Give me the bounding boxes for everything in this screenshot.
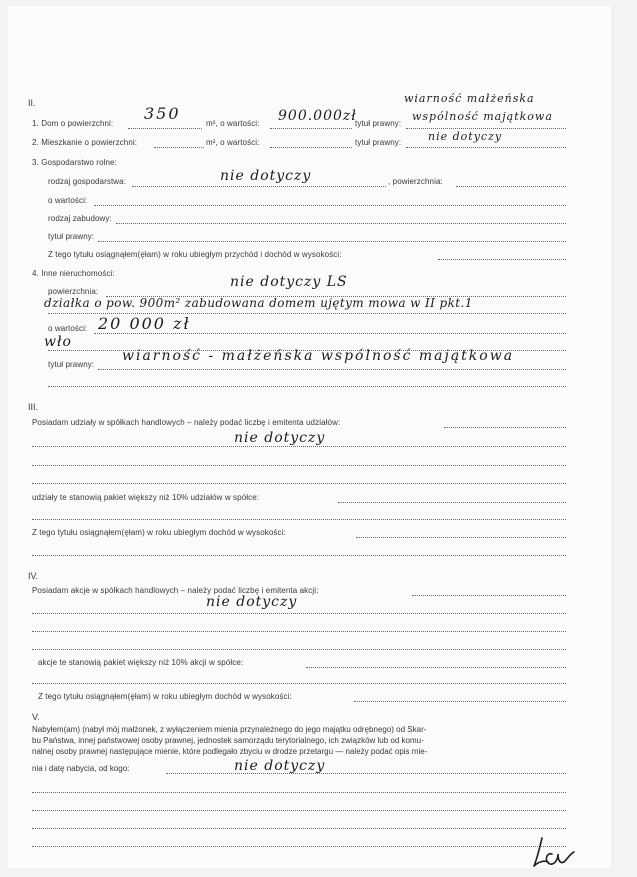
shares-line-2 <box>32 446 566 447</box>
other-value-label: o wartości: <box>48 324 88 333</box>
farm-label: 3. Gospodarstwo rolne: <box>32 158 117 167</box>
section-ii-label: II. <box>28 98 36 108</box>
acquisition-line-4 <box>32 828 566 829</box>
shares-line-4 <box>32 483 566 484</box>
other-title-line <box>98 369 566 370</box>
acquisition-line-5 <box>32 846 566 847</box>
house-title-label: tytuł prawny: <box>355 119 402 128</box>
farm-kind-value: nie dotyczy <box>220 168 312 184</box>
flat-title-label: tytuł prawny: <box>355 138 402 147</box>
farm-building-line <box>116 223 566 224</box>
stocks-income-label: Z tego tytułu osiągnąłem(ęłam) w roku ubiegłym dochód w wysokości: <box>38 692 292 701</box>
farm-value-label: o wartości: <box>48 196 88 205</box>
flat-value-label: m², o wartości: <box>206 138 260 147</box>
farm-area-label: , powierzchnia: <box>388 177 443 186</box>
stocks-label: Posiadam akcje w spółkach handlowych – należy podać liczbę i emitenta akcji: <box>32 586 319 595</box>
signature-initials <box>528 832 578 870</box>
stocks-line-4 <box>32 649 566 650</box>
other-area-label: powierzchnia: <box>48 287 99 296</box>
declaration-page <box>8 6 613 868</box>
acquisition-value: nie dotyczy <box>234 758 326 774</box>
stocks-income-line <box>354 701 566 702</box>
other-value-line <box>94 333 566 334</box>
other-property-label: 4. Inne nieruchomości: <box>32 269 115 278</box>
other-title-value: wiarność - małżeńska wspólność majątkowa <box>122 348 515 364</box>
shares-income-label: Z tego tytułu osiągnąłem(ęłam) w roku ubiegłym dochód w wysokości: <box>32 528 286 537</box>
stocks-line-1 <box>412 595 566 596</box>
farm-title-label: tytuł prawny: <box>48 232 95 241</box>
house-title-line <box>406 128 566 129</box>
acquisition-line-1 <box>166 773 566 774</box>
shares-income-line-1 <box>356 537 566 538</box>
shares-value: nie dotyczy <box>234 430 326 446</box>
other-value-value: 20 000 zł <box>98 314 191 333</box>
other-extra-value: wło <box>44 334 72 350</box>
flat-title-line <box>406 147 566 148</box>
house-value-label: m², o wartości: <box>206 119 260 128</box>
flat-area-label: 2. Mieszkanie o powierzchni: <box>32 138 138 147</box>
stocks-line-2 <box>32 613 566 614</box>
house-value-line <box>270 128 352 129</box>
flat-area-line <box>154 147 204 148</box>
acquisition-text-line-3: nalnej osoby prawnej następujące mienie, które podlegało zbyciu w drodze przetargu — należy podać opis mie- <box>32 747 428 756</box>
house-area-line <box>128 128 202 129</box>
shares-line-1 <box>444 427 566 428</box>
house-value: 900.000zł <box>278 108 357 124</box>
farm-income-label: Z tego tytułu osiągnąłem(ęłam) w roku ubiegłym przychód i dochód w wysokości: <box>48 250 342 259</box>
stocks-value: nie dotyczy <box>206 594 298 610</box>
shares-label: Posiadam udziały w spółkach handlowych – należy podać liczbę i emitenta udziałów: <box>32 418 341 427</box>
section-iii-label: III. <box>28 402 39 412</box>
stocks-packet-line-1 <box>306 667 566 668</box>
section-v-label: V. <box>32 712 40 722</box>
farm-kind-label: rodzaj gospodarstwa: <box>48 177 127 186</box>
farm-title-line <box>98 241 566 242</box>
section-iv-label: IV. <box>28 571 39 581</box>
acquisition-text-line-4: nia i datę nabycia, od kogo: <box>32 764 130 773</box>
stocks-packet-label: akcje te stanowią pakiet większy niż 10% akcji w spółce: <box>38 658 244 667</box>
other-blank-line <box>48 386 566 387</box>
shares-packet-line-2 <box>32 519 566 520</box>
stocks-packet-line-2 <box>32 683 566 684</box>
house-area-label: 1. Dom o powierzchni: <box>32 119 114 128</box>
other-title-label: tytuł prawny: <box>48 360 95 369</box>
shares-packet-label: udziały te stanowią pakiet większy niż 10% udziałów w spółce: <box>32 493 260 502</box>
acquisition-line-3 <box>32 810 566 811</box>
acquisition-text-line-2: bu Państwa, innej państwowej osoby prawnej, jednostek samorządu terytorialnego, ich związków lub od komu- <box>32 736 424 745</box>
shares-packet-line-1 <box>338 502 566 503</box>
acquisition-line-2 <box>32 792 566 793</box>
farm-value-line <box>94 205 566 206</box>
shares-line-3 <box>32 465 566 466</box>
flat-value-line <box>270 147 352 148</box>
stocks-line-3 <box>32 631 566 632</box>
farm-income-line <box>438 259 566 260</box>
house-area-value: 350 <box>144 104 181 123</box>
house-title-value-1: wiarność małżeńska <box>404 92 535 105</box>
farm-area-line <box>456 186 566 187</box>
acquisition-text-line-1: Nabyłem(am) (nabył mój małżonek, z wyłączeniem mienia przynależnego do jego majątku odrębnego) od Skar- <box>32 725 427 734</box>
other-description-value: działka o pow. 900m² zabudowana domem ujętym mowa w II pkt.1 <box>44 296 473 310</box>
flat-title-value: nie dotyczy <box>428 130 503 143</box>
other-area-value: nie dotyczy LS <box>230 274 348 290</box>
farm-building-label: rodzaj zabudowy: <box>48 214 112 223</box>
farm-kind-line <box>132 186 386 187</box>
house-title-value-2: wspólność majątkowa <box>412 110 553 123</box>
shares-income-line-2 <box>32 555 566 556</box>
